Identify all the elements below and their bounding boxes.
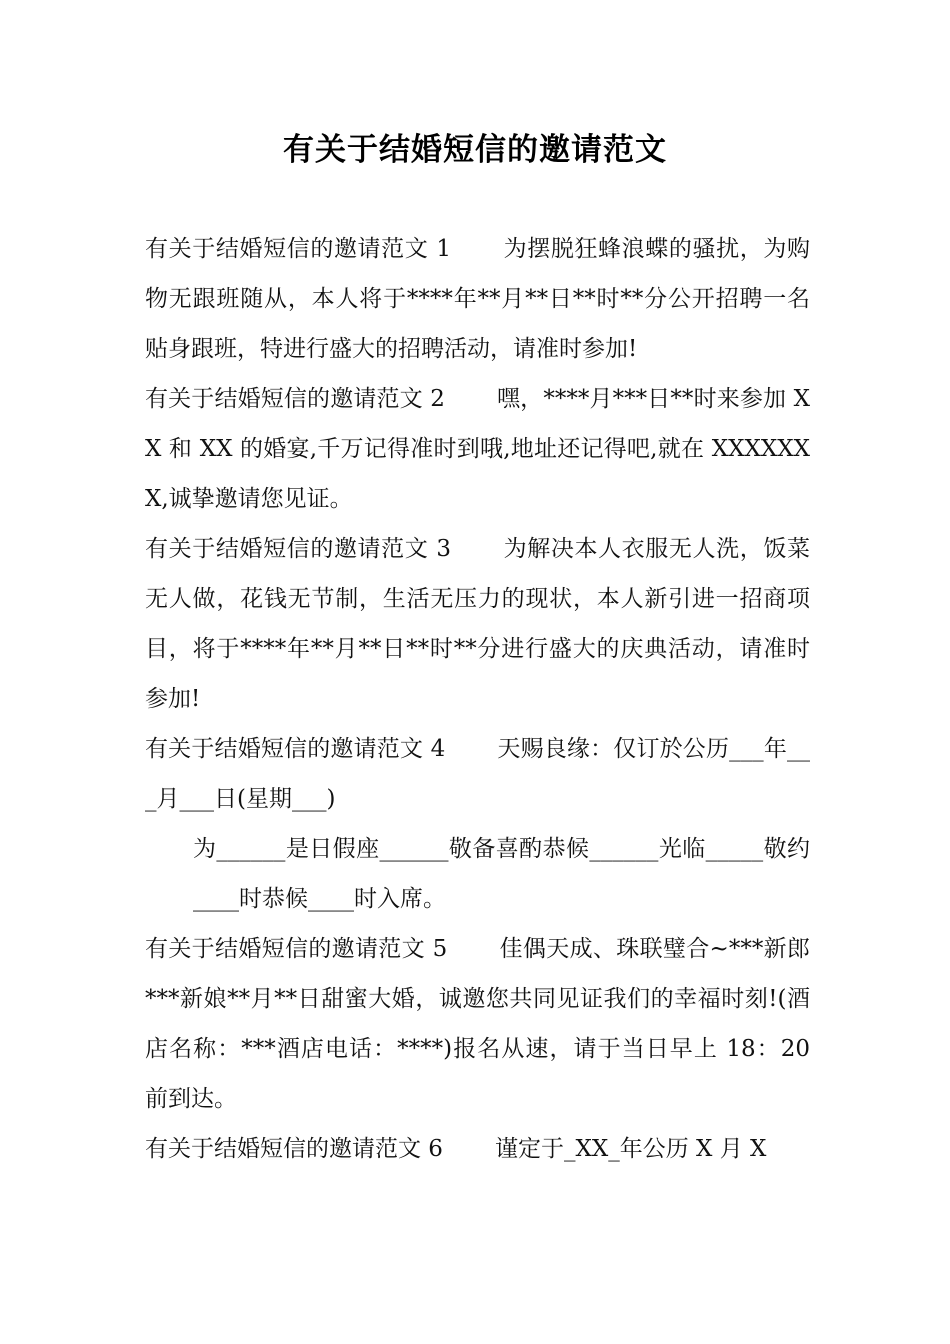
paragraph-heading: 有关于结婚短信的邀请范文 6: [145, 1136, 443, 1162]
paragraph-text: 为______是日假座______敬备喜酌恭候______光临_____敬约____时恭候____时入席。: [193, 836, 810, 912]
paragraph-text: 天赐良缘：仅订於公历___年___月___日(星期___): [145, 736, 810, 812]
paragraph-text: 嘿，****月***日**时来参加 XX 和 XX 的婚宴,千万记得准时到哦,地址还记得吧,就在 XXXXXXX,诚挚邀请您见证。: [145, 386, 810, 512]
paragraph-sample-4: [145, 724, 810, 824]
paragraph-heading: 有关于结婚短信的邀请范文 2: [145, 386, 445, 412]
paragraph-text: 为摆脱狂蜂浪蝶的骚扰，为购物无跟班随从，本人将于****年**月**日**时**分公开招聘一名贴身跟班，特进行盛大的招聘活动，请准时参加!: [145, 236, 810, 362]
paragraph-heading: 有关于结婚短信的邀请范文 3: [145, 536, 451, 562]
paragraph-text: 佳偶天成、珠联璧合~***新郎***新娘**月**日甜蜜大婚，诚邀您共同见证我们的幸福时刻!(酒店名称：***酒店电话：****)报名从速，请于当日早上 18：20 前到达。: [145, 936, 810, 1112]
paragraph-sample-6: [145, 1124, 810, 1174]
paragraph-text: 谨定于_XX_年公历 X 月 X: [494, 1136, 767, 1162]
paragraph-sample-4-continued: [145, 824, 810, 924]
paragraph-heading: 有关于结婚短信的邀请范文 1: [145, 236, 451, 262]
paragraph-heading: 有关于结婚短信的邀请范文 5: [145, 936, 448, 962]
paragraph-sample-3: [145, 524, 810, 724]
document-title: 有关于结婚短信的邀请范文: [283, 132, 667, 168]
paragraph-heading: 有关于结婚短信的邀请范文 4: [145, 736, 446, 762]
paragraph-sample-5: [145, 924, 810, 1124]
paragraph-sample-2: [145, 374, 810, 524]
paragraph-sample-1: [145, 224, 810, 374]
document-body: [145, 224, 810, 1174]
paragraph-text: 为解决本人衣服无人洗，饭菜无人做，花钱无节制，生活无压力的现状，本人新引进一招商项目，将于****年**月**日**时**分进行盛大的庆典活动，请准时参加!: [145, 536, 810, 712]
